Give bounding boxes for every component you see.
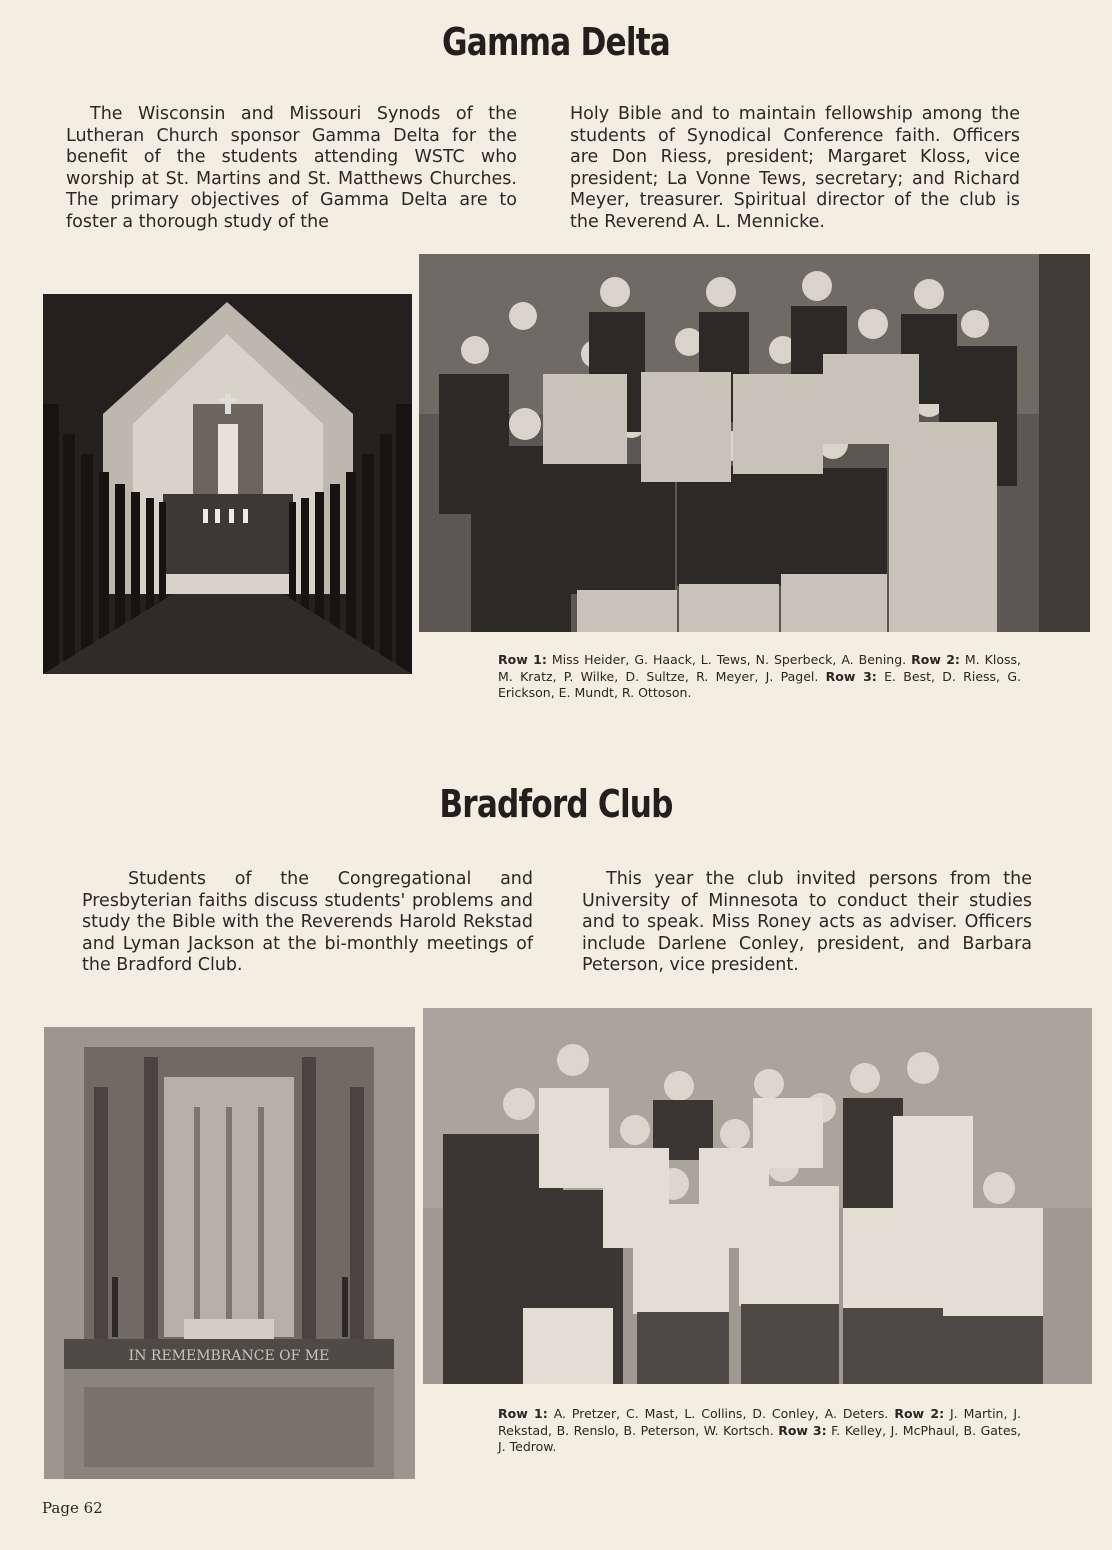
gamma-delta-paragraph-2: Holy Bible and to maintain fellowship among the students of Synodical Conference faith. Officers are Don Riess, president; Margaret Kloss, vice president; La Vonne Tews, secretary; and Richard Meyer, treasurer. Spiritual director of the club is the Reverend A. L. Mennicke. bbox=[570, 104, 1020, 232]
gamma-delta-paragraph-1: The Wisconsin and Missouri Synods of the Lutheran Church sponsor Gamma Delta for the benefit of the students attending WSTC who worship at St. Martins and St. Matthews Churches. The primary objectives of Gamma Delta are to foster a thorough study of the bbox=[66, 104, 517, 232]
gamma-delta-group-photo bbox=[419, 254, 1090, 632]
gamma-delta-title: Gamma Delta bbox=[441, 20, 670, 64]
caption-row-2-label: Row 2: bbox=[894, 1406, 945, 1421]
altar-photo bbox=[44, 1027, 415, 1479]
altar-inscription: IN REMEMBRANCE OF ME bbox=[128, 1348, 330, 1364]
caption-row-3-label: Row 3: bbox=[778, 1422, 827, 1438]
caption-row-1: Miss Heider, G. Haack, L. Tews, N. Sperbeck, A. Bening. bbox=[546, 652, 912, 667]
caption-row-3: E. Best, D. Riess, G. Erickson, E. Mundt, R. Ottoson. bbox=[498, 668, 1021, 700]
bradford-club-paragraph-1: Students of the Congregational and Presbyterian faiths discuss students' problems and study the Bible with the Reverends Harold Rekstad and Lyman Jackson at the bi-monthly meetings of the Bradford Club. bbox=[82, 869, 533, 975]
caption-row-2: J. Martin, J. Rekstad, B. Renslo, B. Peterson, W. Kortsch. bbox=[498, 1406, 1022, 1438]
page-number: Page 62 bbox=[42, 1499, 103, 1517]
church-interior-photo bbox=[43, 294, 412, 674]
caption-row-1-label: Row 1: bbox=[498, 1406, 548, 1421]
bradford-club-caption bbox=[498, 1406, 1021, 1456]
bradford-club-title: Bradford Club bbox=[439, 782, 673, 826]
caption-row-1-label: Row 1: bbox=[498, 652, 547, 667]
bradford-club-paragraph-2: This year the club invited persons from the University of Minnesota to conduct their studies and to speak. Miss Roney acts as adviser. Officers include Darlene Conley, president, and Barbara Peterson, vice president. bbox=[582, 869, 1032, 975]
caption-row-1: A. Pretzer, C. Mast, L. Collins, D. Conley, A. Deters. bbox=[547, 1406, 895, 1421]
caption-row-3: F. Kelley, J. McPhaul, B. Gates, J. Tedrow. bbox=[498, 1422, 1021, 1454]
caption-row-2: M. Kloss, M. Kratz, P. Wilke, D. Sultze, R. Meyer, J. Pagel. bbox=[498, 652, 1021, 684]
bradford-club-group-photo bbox=[423, 1008, 1092, 1384]
caption-row-2-label: Row 2: bbox=[911, 652, 960, 667]
gamma-delta-caption bbox=[498, 652, 1021, 702]
caption-row-3-label: Row 3: bbox=[825, 668, 877, 684]
